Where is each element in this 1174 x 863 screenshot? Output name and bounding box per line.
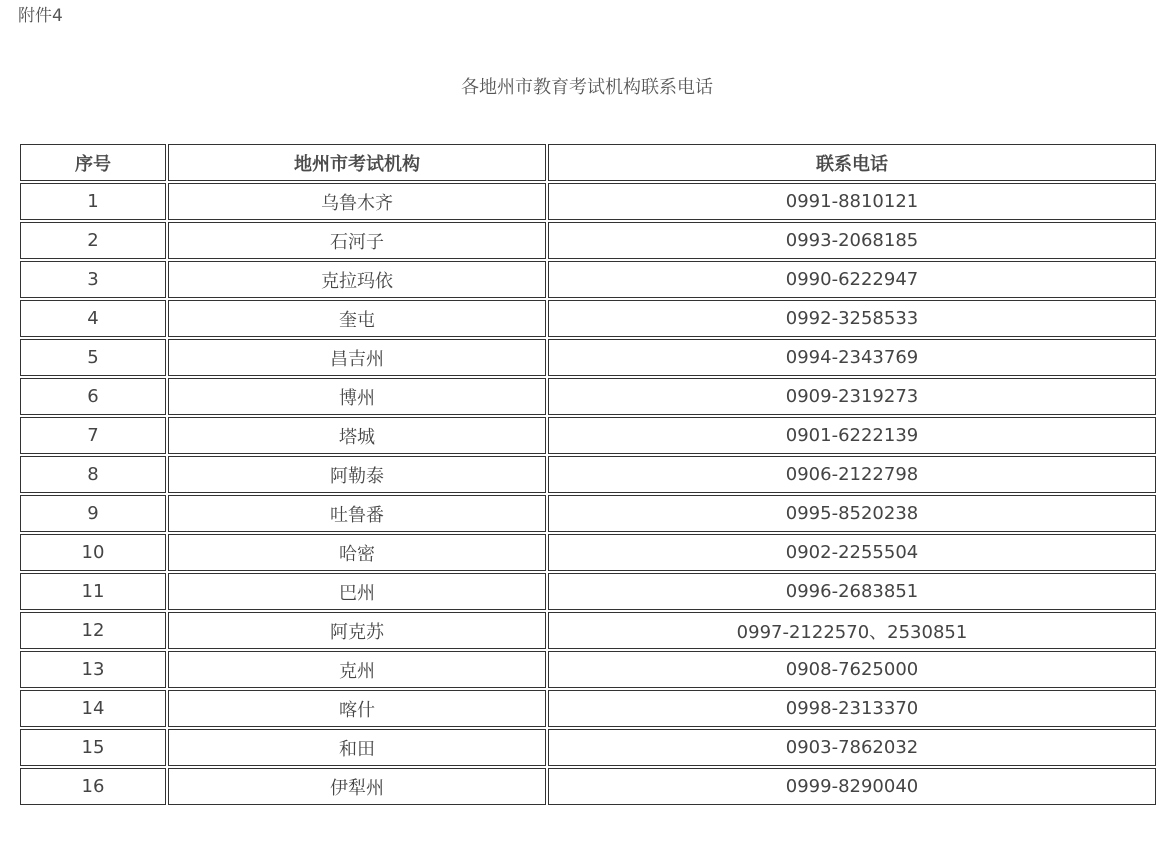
- column-header-phone: 联系电话: [548, 144, 1156, 181]
- cell-phone: 0997-2122570、2530851: [548, 612, 1156, 649]
- cell-index: 1: [20, 183, 166, 220]
- attachment-label: 附件4: [18, 6, 63, 26]
- cell-phone: 0993-2068185: [548, 222, 1156, 259]
- cell-phone: 0992-3258533: [548, 300, 1156, 337]
- table-row: [20, 495, 1156, 532]
- cell-phone: 0990-6222947: [548, 261, 1156, 298]
- cell-agency: 哈密: [168, 534, 546, 571]
- cell-phone: 0998-2313370: [548, 690, 1156, 727]
- cell-agency: 石河子: [168, 222, 546, 259]
- cell-agency: 乌鲁木齐: [168, 183, 546, 220]
- cell-agency: 塔城: [168, 417, 546, 454]
- cell-index: 2: [20, 222, 166, 259]
- cell-index: 9: [20, 495, 166, 532]
- cell-agency: 奎屯: [168, 300, 546, 337]
- cell-agency: 克拉玛依: [168, 261, 546, 298]
- cell-phone: 0995-8520238: [548, 495, 1156, 532]
- cell-index: 11: [20, 573, 166, 610]
- cell-index: 10: [20, 534, 166, 571]
- cell-phone: 0902-2255504: [548, 534, 1156, 571]
- cell-index: 5: [20, 339, 166, 376]
- table-row: [20, 573, 1156, 610]
- cell-agency: 阿克苏: [168, 612, 546, 649]
- table-row: [20, 768, 1156, 805]
- cell-index: 12: [20, 612, 166, 649]
- table-row: [20, 339, 1156, 376]
- cell-index: 13: [20, 651, 166, 688]
- table-row: [20, 456, 1156, 493]
- cell-agency: 和田: [168, 729, 546, 766]
- page-title: 各地州市教育考试机构联系电话: [461, 77, 713, 98]
- cell-agency: 喀什: [168, 690, 546, 727]
- cell-phone: 0994-2343769: [548, 339, 1156, 376]
- cell-agency: 克州: [168, 651, 546, 688]
- column-header-index: 序号: [20, 144, 166, 181]
- table-row: [20, 183, 1156, 220]
- cell-index: 15: [20, 729, 166, 766]
- cell-agency: 阿勒泰: [168, 456, 546, 493]
- cell-agency: 巴州: [168, 573, 546, 610]
- table-row: [20, 261, 1156, 298]
- table-header-row: [20, 144, 1156, 181]
- cell-agency: 吐鲁番: [168, 495, 546, 532]
- table-row: [20, 300, 1156, 337]
- cell-index: 14: [20, 690, 166, 727]
- cell-phone: 0903-7862032: [548, 729, 1156, 766]
- cell-index: 7: [20, 417, 166, 454]
- table-row: [20, 651, 1156, 688]
- table-row: [20, 729, 1156, 766]
- table-row: [20, 222, 1156, 259]
- cell-phone: 0996-2683851: [548, 573, 1156, 610]
- table-row: [20, 612, 1156, 649]
- contacts-table: [18, 142, 1158, 807]
- cell-index: 6: [20, 378, 166, 415]
- cell-index: 4: [20, 300, 166, 337]
- column-header-agency: 地州市考试机构: [168, 144, 546, 181]
- table-row: [20, 378, 1156, 415]
- cell-phone: 0906-2122798: [548, 456, 1156, 493]
- table-row: [20, 690, 1156, 727]
- table-row: [20, 534, 1156, 571]
- cell-index: 8: [20, 456, 166, 493]
- cell-phone: 0991-8810121: [548, 183, 1156, 220]
- cell-index: 3: [20, 261, 166, 298]
- cell-agency: 昌吉州: [168, 339, 546, 376]
- cell-phone: 0908-7625000: [548, 651, 1156, 688]
- cell-phone: 0909-2319273: [548, 378, 1156, 415]
- cell-index: 16: [20, 768, 166, 805]
- cell-agency: 伊犁州: [168, 768, 546, 805]
- table-row: [20, 417, 1156, 454]
- cell-phone: 0901-6222139: [548, 417, 1156, 454]
- contacts-table-container: [20, 144, 1156, 805]
- cell-phone: 0999-8290040: [548, 768, 1156, 805]
- cell-agency: 博州: [168, 378, 546, 415]
